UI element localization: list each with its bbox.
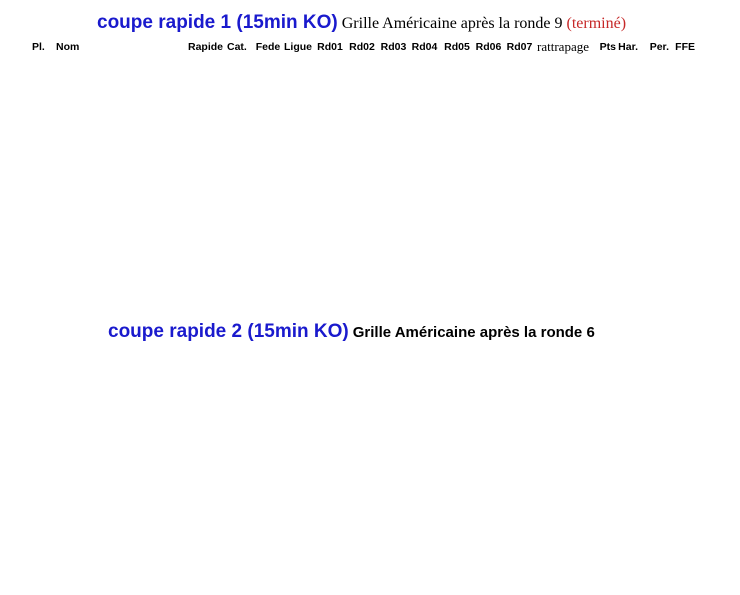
column-header: Har.: [618, 41, 638, 53]
column-header: Rd05: [444, 41, 470, 53]
column-header: Rd06: [475, 41, 502, 53]
column-header: Fede: [255, 41, 281, 53]
column-header: Per.: [649, 41, 669, 53]
table1-subtitle: Grille Américaine après la ronde 9: [341, 15, 563, 32]
column-header: Ligue: [284, 41, 312, 53]
column-header: Rd02: [349, 41, 375, 53]
column-header: Cat.: [227, 41, 247, 53]
column-header: FFE: [675, 41, 695, 53]
column-header: Rapide: [187, 41, 223, 53]
column-header: Rd07: [506, 41, 533, 53]
table1-title: [97, 12, 626, 34]
table2-title-main: coupe rapide 2 (15min KO): [108, 321, 349, 342]
column-header: rattrapage: [537, 39, 589, 54]
table2-title: [108, 321, 595, 343]
table1-title-main: coupe rapide 1 (15min KO): [97, 12, 338, 33]
column-header: Nom: [56, 41, 80, 53]
table1-status: (terminé): [566, 15, 627, 32]
column-header: Pl.: [32, 41, 45, 53]
column-header: Pts: [599, 41, 616, 53]
column-header: Rd01: [317, 41, 343, 53]
column-header: Rd03: [380, 41, 407, 53]
table1-header-row: [32, 39, 696, 55]
column-header: Rd04: [411, 41, 438, 53]
table2-subtitle: Grille Américaine après la ronde 6: [352, 324, 595, 341]
table1-grid: [32, 39, 696, 55]
